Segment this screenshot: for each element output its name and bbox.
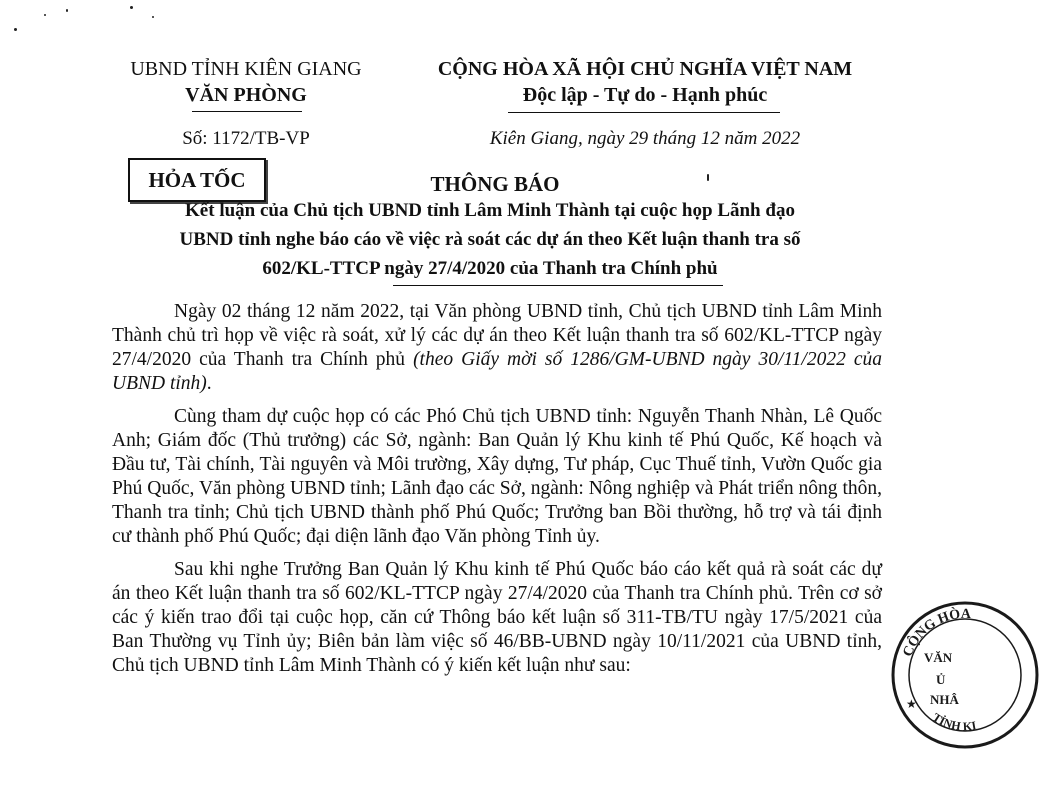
paragraph-conclusion-intro: Sau khi nghe Trưởng Ban Quản lý Khu kinh tế Phú Quốc báo cáo kết quả rà soát các dự án theo Kết luận thanh tra số 602/KL-TTCP ngày 27/4/2020 của Thanh tra Chính phủ. Trên cơ sở các ý kiến trao đổi tại cuộc họp, căn cứ Thông báo kết luận số 311-TB/TU ngày 17/5/2021 của Ban Thường vụ Tỉnh ủy; Biên bản làm việc số 46/BB-UBND ngày 10/11/2021 của UBND tỉnh, Chủ tịch UBND tỉnh Lâm Minh Thành có ý kiến kết luận như sau: xyxy=(112,559,882,676)
national-title: CỘNG HÒA XÃ HỘI CHỦ NGHĨA VIỆT NAM xyxy=(437,58,853,80)
document-type: THÔNG BÁO xyxy=(430,172,560,196)
issuing-org: UBND TỈNH KIÊN GIANG xyxy=(130,58,362,80)
urgent-stamp: HỎA TỐC xyxy=(128,158,266,202)
paragraph-meeting-text: Ngày 02 tháng 12 năm 2022, tại Văn phòng UBND tỉnh, Chủ tịch UBND tỉnh Lâm Minh Thành chủ trì họp về việc rà soát, xử lý các dự án theo Kết luận thanh tra số 602/KL-TTCP ngày 27/4/2020 của Thanh tra Chính phủ xyxy=(112,301,882,370)
scan-speck xyxy=(130,6,133,9)
seal-inner-text-2: Ủ xyxy=(936,672,946,687)
official-seal xyxy=(890,600,1040,750)
national-motto: Độc lập - Tự do - Hạnh phúc xyxy=(522,84,768,106)
seal-inner-text-1: VĂN xyxy=(924,650,953,665)
seal-inner-text-3: NHÂ xyxy=(930,692,959,707)
title-line-1: Kết luận của Chủ tịch UBND tỉnh Lâm Minh Thành tại cuộc họp Lãnh đạo xyxy=(185,200,795,221)
scan-speck xyxy=(14,28,17,31)
seal-arc-text: CỘNG HÒA xyxy=(900,606,972,659)
document-number: Số: 1172/TB-VP xyxy=(182,128,310,149)
office-underline xyxy=(192,111,302,112)
scan-speck xyxy=(707,174,709,181)
scan-speck xyxy=(44,14,46,16)
scan-speck xyxy=(66,9,68,12)
paragraph-end-mark: . xyxy=(206,373,212,394)
scan-speck xyxy=(152,16,154,18)
document-body xyxy=(112,300,882,687)
place-date: Kiên Giang, ngày 29 tháng 12 năm 2022 xyxy=(489,128,801,149)
title-line-3: 602/KL-TTCP ngày 27/4/2020 của Thanh tra Chính phủ xyxy=(262,258,718,279)
title-line-2: UBND tỉnh nghe báo cáo về việc rà soát các dự án theo Kết luận thanh tra số xyxy=(179,229,801,250)
svg-text:TỈNH KI xyxy=(930,710,978,733)
seal-star-icon: ★ xyxy=(906,697,917,711)
motto-underline xyxy=(508,112,780,113)
seal-bottom-text: TỈNH KI xyxy=(929,709,978,734)
title-underline xyxy=(393,285,723,286)
issuing-office: VĂN PHÒNG xyxy=(185,84,307,106)
paragraph-meeting-info xyxy=(112,300,882,396)
invitation-reference: (theo Giấy mời số 1286/GM-UBND ngày 30/11/2022 của UBND tỉnh) xyxy=(112,349,882,394)
paragraph-attendees: Cùng tham dự cuộc họp có các Phó Chủ tịch UBND tỉnh: Nguyễn Thanh Nhàn, Lê Quốc Anh; Giám đốc (Thủ trưởng) các Sở, ngành: Ban Quản lý Khu kinh tế Phú Quốc, Kế hoạch và Đầu tư, Tài chính, Tài nguyên và Môi trường, Xây dựng, Tư pháp, Cục Thuế tỉnh, Vườn Quốc gia Phú Quốc, Văn phòng UBND tỉnh; Lãnh đạo các Sở, ngành: Nông nghiệp và Phát triển nông thôn, Thanh tra tỉnh; Chủ tịch UBND thành phố Phú Quốc; Trưởng ban Bồi thường, hỗ trợ và tái định cư thành phố Phú Quốc; đại diện lãnh đạo Văn phòng Tỉnh ủy. xyxy=(112,406,882,547)
